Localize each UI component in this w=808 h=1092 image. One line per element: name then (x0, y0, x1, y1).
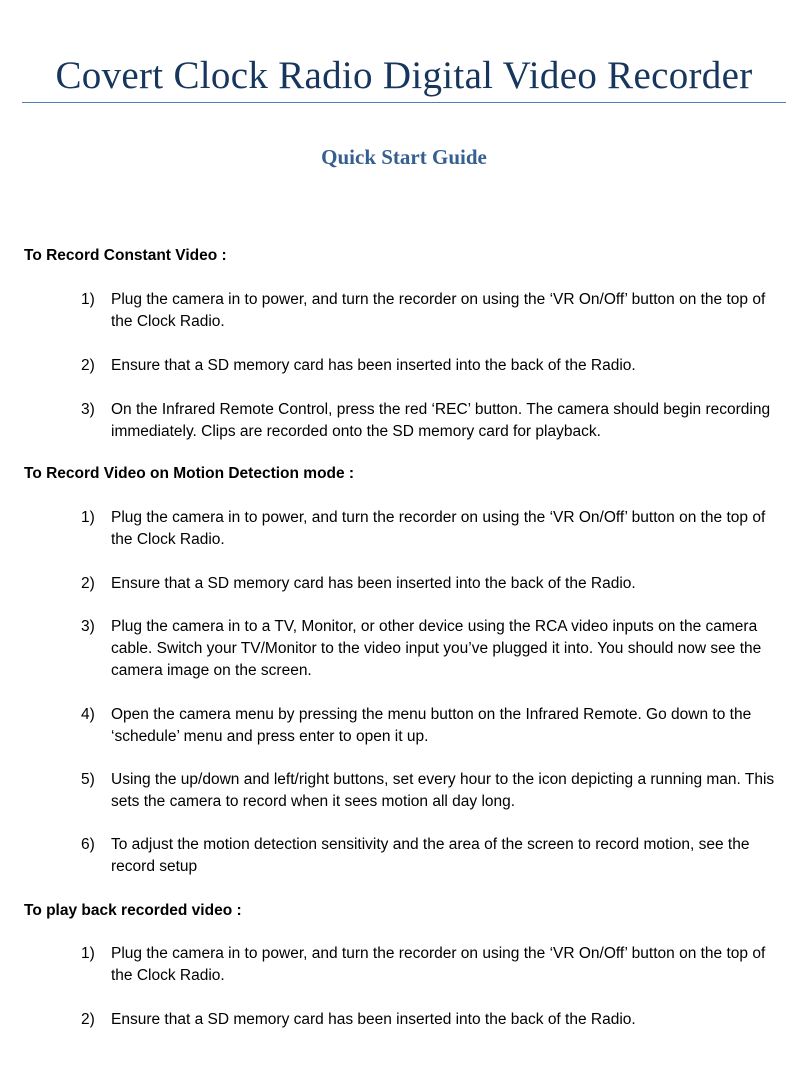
step-number: 3) (81, 401, 95, 418)
step-number: 3) (81, 618, 95, 635)
step-text: To adjust the motion detection sensitivity and the area of the screen to record motion, see the record setup (111, 836, 750, 875)
section-heading-motion-detection: To Record Video on Motion Detection mode : (24, 465, 355, 482)
section-heading-play-back: To play back recorded video : (24, 902, 242, 919)
step-text: Plug the camera in to power, and turn the recorder on using the ‘VR On/Off’ button on the top of the Clock Radio. (111, 509, 766, 548)
step-number: 1) (81, 509, 95, 526)
step-text: Open the camera menu by pressing the menu button on the Infrared Remote. Go down to the ‘schedule’ menu and press enter to open it up. (111, 706, 752, 745)
title-underline (22, 102, 786, 103)
step-text: Plug the camera in to a TV, Monitor, or other device using the RCA video inputs on the camera cable. Switch your TV/Monitor to the video input you’ve plugged it into. You should now see the camera image on the screen. (111, 618, 762, 679)
step-text: Ensure that a SD memory card has been inserted into the back of the Radio. (111, 357, 636, 374)
list-item (81, 834, 781, 878)
step-number: 6) (81, 836, 95, 853)
step-text: Plug the camera in to power, and turn the recorder on using the ‘VR On/Off’ button on the top of the Clock Radio. (111, 945, 766, 984)
step-number: 1) (81, 945, 95, 962)
list-item (81, 704, 781, 748)
list-item (81, 616, 781, 682)
document-subtitle: Quick Start Guide (321, 145, 487, 169)
step-text: Plug the camera in to power, and turn the recorder on using the ‘VR On/Off’ button on the top of the Clock Radio. (111, 291, 766, 330)
step-number: 1) (81, 291, 95, 308)
step-text: Ensure that a SD memory card has been inserted into the back of the Radio. (111, 575, 636, 592)
list-item (81, 289, 781, 333)
step-text: Using the up/down and left/right buttons, set every hour to the icon depicting a running man. This sets the camera to record when it sees motion all day long. (111, 771, 775, 810)
step-number: 5) (81, 771, 95, 788)
list-item (81, 943, 781, 987)
step-text: Ensure that a SD memory card has been inserted into the back of the Radio. (111, 1011, 636, 1028)
list-item (81, 1009, 781, 1031)
document-title: Covert Clock Radio Digital Video Recorder (55, 54, 753, 97)
step-number: 2) (81, 357, 95, 374)
step-number: 2) (81, 1011, 95, 1028)
step-text: On the Infrared Remote Control, press the red ‘REC’ button. The camera should begin recording immediately. Clips are recorded onto the SD memory card for playback. (111, 401, 771, 440)
list-item (81, 355, 781, 377)
list-item (81, 507, 781, 551)
step-number: 4) (81, 706, 95, 723)
step-number: 2) (81, 575, 95, 592)
section-heading-constant-video: To Record Constant Video : (24, 247, 227, 264)
list-item (81, 769, 781, 813)
list-item (81, 399, 781, 443)
list-item (81, 573, 781, 595)
